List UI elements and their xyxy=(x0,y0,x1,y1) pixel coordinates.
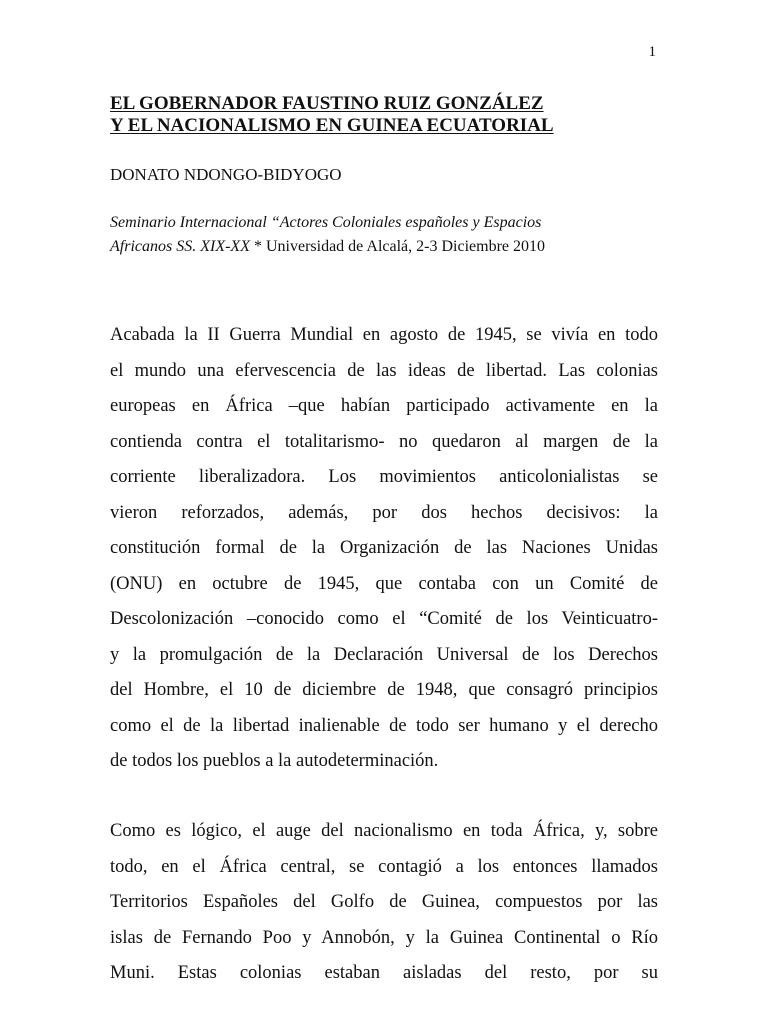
paragraph-line: europeas en África –que habían participado activamente en la xyxy=(110,396,658,416)
seminar-title-part-2: Africanos SS. XIX-XX xyxy=(110,238,250,255)
paragraph-line: (ONU) en octubre de 1945, que contaba con un Comité de xyxy=(110,573,658,594)
paragraph-line: contienda contra el totalitarismo- no quedaron al margen de la xyxy=(110,431,658,452)
author-name: DONATO NDONGO-BIDYOGO xyxy=(110,165,342,184)
paragraph-line: del Hombre, el 10 de diciembre de 1948, que consagró principios xyxy=(110,680,658,700)
seminar-venue-date: * Universidad de Alcalá, 2-3 Diciembre 2010 xyxy=(249,238,545,255)
seminar-reference xyxy=(110,211,670,259)
paragraph-line: Como es lógico, el auge del nacionalismo en toda África, y, sobre xyxy=(110,821,658,841)
paragraph-line: corriente liberalizadora. Los movimientos anticolonialistas se xyxy=(110,467,658,487)
seminar-title-part-1: Seminario Internacional “Actores Coloniales españoles y Espacios xyxy=(110,214,542,231)
paragraph-line: islas de Fernando Poo y Annobón, y la Guinea Continental o Río xyxy=(110,927,658,948)
paragraph-line: y la promulgación de la Declaración Universal de los Derechos xyxy=(110,644,658,665)
body-paragraph-2 xyxy=(110,814,658,992)
paragraph-line: de todos los pueblos a la autodeterminación. xyxy=(110,751,439,771)
document-title xyxy=(110,93,670,137)
paragraph-line: Acabada la II Guerra Mundial en agosto de 1945, se vivía en todo xyxy=(110,325,658,345)
paragraph-line: el mundo una efervescencia de las ideas de libertad. Las colonias xyxy=(110,360,658,381)
page-number: 1 xyxy=(648,44,656,60)
seminar-line-1 xyxy=(110,211,670,235)
paragraph-line: constitución formal de la Organización de las Naciones Unidas xyxy=(110,538,658,558)
paragraph-line: Descolonización –conocido como el “Comité de los Veinticuatro- xyxy=(110,609,658,629)
paragraph-line: vieron reforzados, además, por dos hechos decisivos: la xyxy=(110,502,658,523)
paragraph-line: todo, en el África central, se contagió a los entonces llamados xyxy=(110,856,658,877)
paragraph-line: Territorios Españoles del Golfo de Guinea, compuestos por las xyxy=(110,892,658,912)
body-paragraph-1 xyxy=(110,318,658,780)
paragraph-line: Muni. Estas colonias estaban aisladas del resto, por su xyxy=(110,963,658,983)
paragraph-line: como el de la libertad inalienable de todo ser humano y el derecho xyxy=(110,715,658,736)
title-line-2: Y EL NACIONALISMO EN GUINEA ECUATORIAL xyxy=(110,115,554,136)
seminar-line-2 xyxy=(110,235,670,259)
title-line-1: EL GOBERNADOR FAUSTINO RUIZ GONZÁLEZ xyxy=(110,93,544,114)
